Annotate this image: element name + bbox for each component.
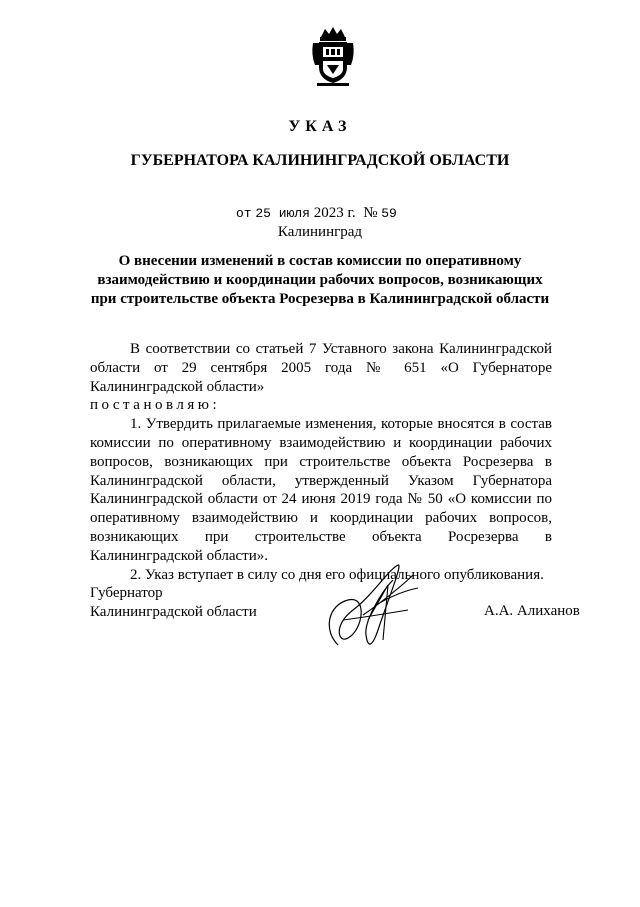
date-day-month: 25 июля	[255, 206, 310, 221]
item-2: 2. Указ вступает в силу со дня его официального опубликования.	[130, 566, 544, 583]
number-sign: №	[363, 205, 378, 221]
document-body	[90, 340, 552, 584]
date-number-line	[236, 205, 397, 222]
item-1: 1. Утвердить прилагаемые изменения, которые вносятся в состав комиссии по оперативному взаимодействию и координации рабочих вопросов, возникающих при строительстве объекта Росрезерва в Калининградской области, утвержденный Указом Губернатора Калининградской области от 24 июня 2019 года № 50 «О комиссии по оперативному взаимодействию и координации рабочих вопросов, возникающих при строительстве объекта Росрезерва в Калининградской области».	[90, 416, 552, 564]
date-prefix: от	[236, 206, 252, 221]
document-type: УКАЗ	[288, 118, 352, 135]
handwritten-signature	[318, 560, 428, 655]
coat-of-arms-icon	[309, 25, 357, 87]
city: Калининград	[277, 224, 363, 240]
decree-word: постановляю:	[90, 397, 221, 414]
signatory-position-line1: Губернатор	[90, 585, 163, 601]
signatory-name: А.А. Алиханов	[484, 603, 580, 619]
signatory-position	[90, 584, 257, 622]
signatory-position-line2: Калининградской области	[90, 604, 257, 620]
document-number: 59	[381, 206, 397, 221]
document-subject: О внесении изменений в состав комиссии по оперативному взаимодействию и координации рабочих вопросов, возникающих при строительстве объекта Росрезерва в Калининградской области	[90, 253, 550, 307]
date-year: 2023 г.	[313, 205, 356, 221]
issuer-title: ГУБЕРНАТОРА КАЛИНИНГРАДСКОЙ ОБЛАСТИ	[130, 152, 510, 169]
preamble: В соответствии со статьей 7 Уставного закона Калининградской области от 29 сентября 2005 года № 651 «О Губернаторе Калининградской области»	[90, 341, 552, 395]
